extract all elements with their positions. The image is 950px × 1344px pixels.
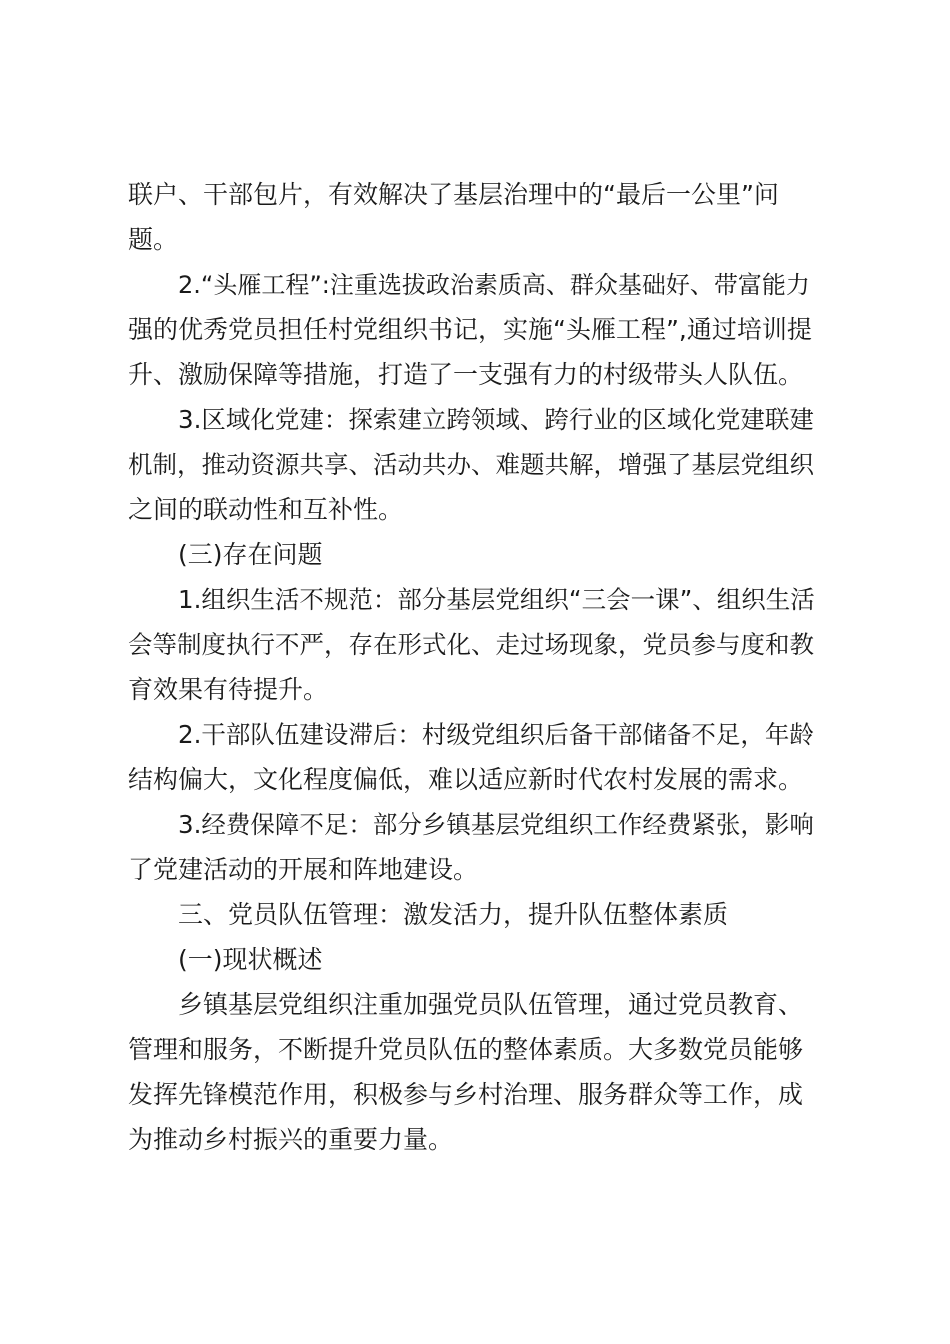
paragraph-line: 强的优秀党员担任村党组织书记，实施“头雁工程”,通过培训提	[128, 315, 812, 344]
section-heading: 三、党员队伍管理：激发活力，提升队伍整体素质	[178, 900, 729, 929]
paragraph-line: 升、激励保障等措施，打造了一支强有力的村级带头人队伍。	[128, 360, 804, 389]
paragraph-line: 2.“头雁工程”:注重选拔政治素质高、群众基础好、带富能力	[178, 271, 810, 299]
paragraph-line: 为推动乡村振兴的重要力量。	[128, 1125, 454, 1154]
paragraph-line: 题。	[128, 225, 179, 254]
paragraph-line: 1.组织生活不规范：部分基层党组织“三会一课”、组织生活	[178, 585, 815, 614]
paragraph-line: 3.区域化党建：探索建立跨领域、跨行业的区域化党建联建	[178, 405, 814, 434]
paragraph-line: 育效果有待提升。	[128, 675, 329, 704]
paragraph-line: 联户、干部包片，有效解决了基层治理中的“最后一公里”问	[128, 180, 779, 209]
paragraph-line: 了党建活动的开展和阵地建设。	[128, 855, 479, 884]
paragraph-line: 机制，推动资源共享、活动共办、难题共解，增强了基层党组织	[128, 450, 814, 479]
paragraph-line: 发挥先锋模范作用，积极参与乡村治理、服务群众等工作，成	[128, 1080, 804, 1109]
section-heading: (三)存在问题	[178, 540, 323, 569]
paragraph-line: 管理和服务，不断提升党员队伍的整体素质。大多数党员能够	[128, 1035, 804, 1064]
paragraph-line: 会等制度执行不严，存在形式化、走过场现象，党员参与度和教	[128, 630, 814, 659]
paragraph-line: 乡镇基层党组织注重加强党员队伍管理，通过党员教育、	[178, 990, 804, 1019]
paragraph-line: 结构偏大，文化程度偏低，难以适应新时代农村发展的需求。	[128, 765, 804, 794]
section-heading: (一)现状概述	[178, 945, 323, 974]
paragraph-line: 2.干部队伍建设滞后：村级党组织后备干部储备不足，年龄	[178, 720, 814, 749]
paragraph-line: 3.经费保障不足：部分乡镇基层党组织工作经费紧张，影响	[178, 810, 814, 839]
paragraph-line: 之间的联动性和互补性。	[128, 495, 404, 524]
